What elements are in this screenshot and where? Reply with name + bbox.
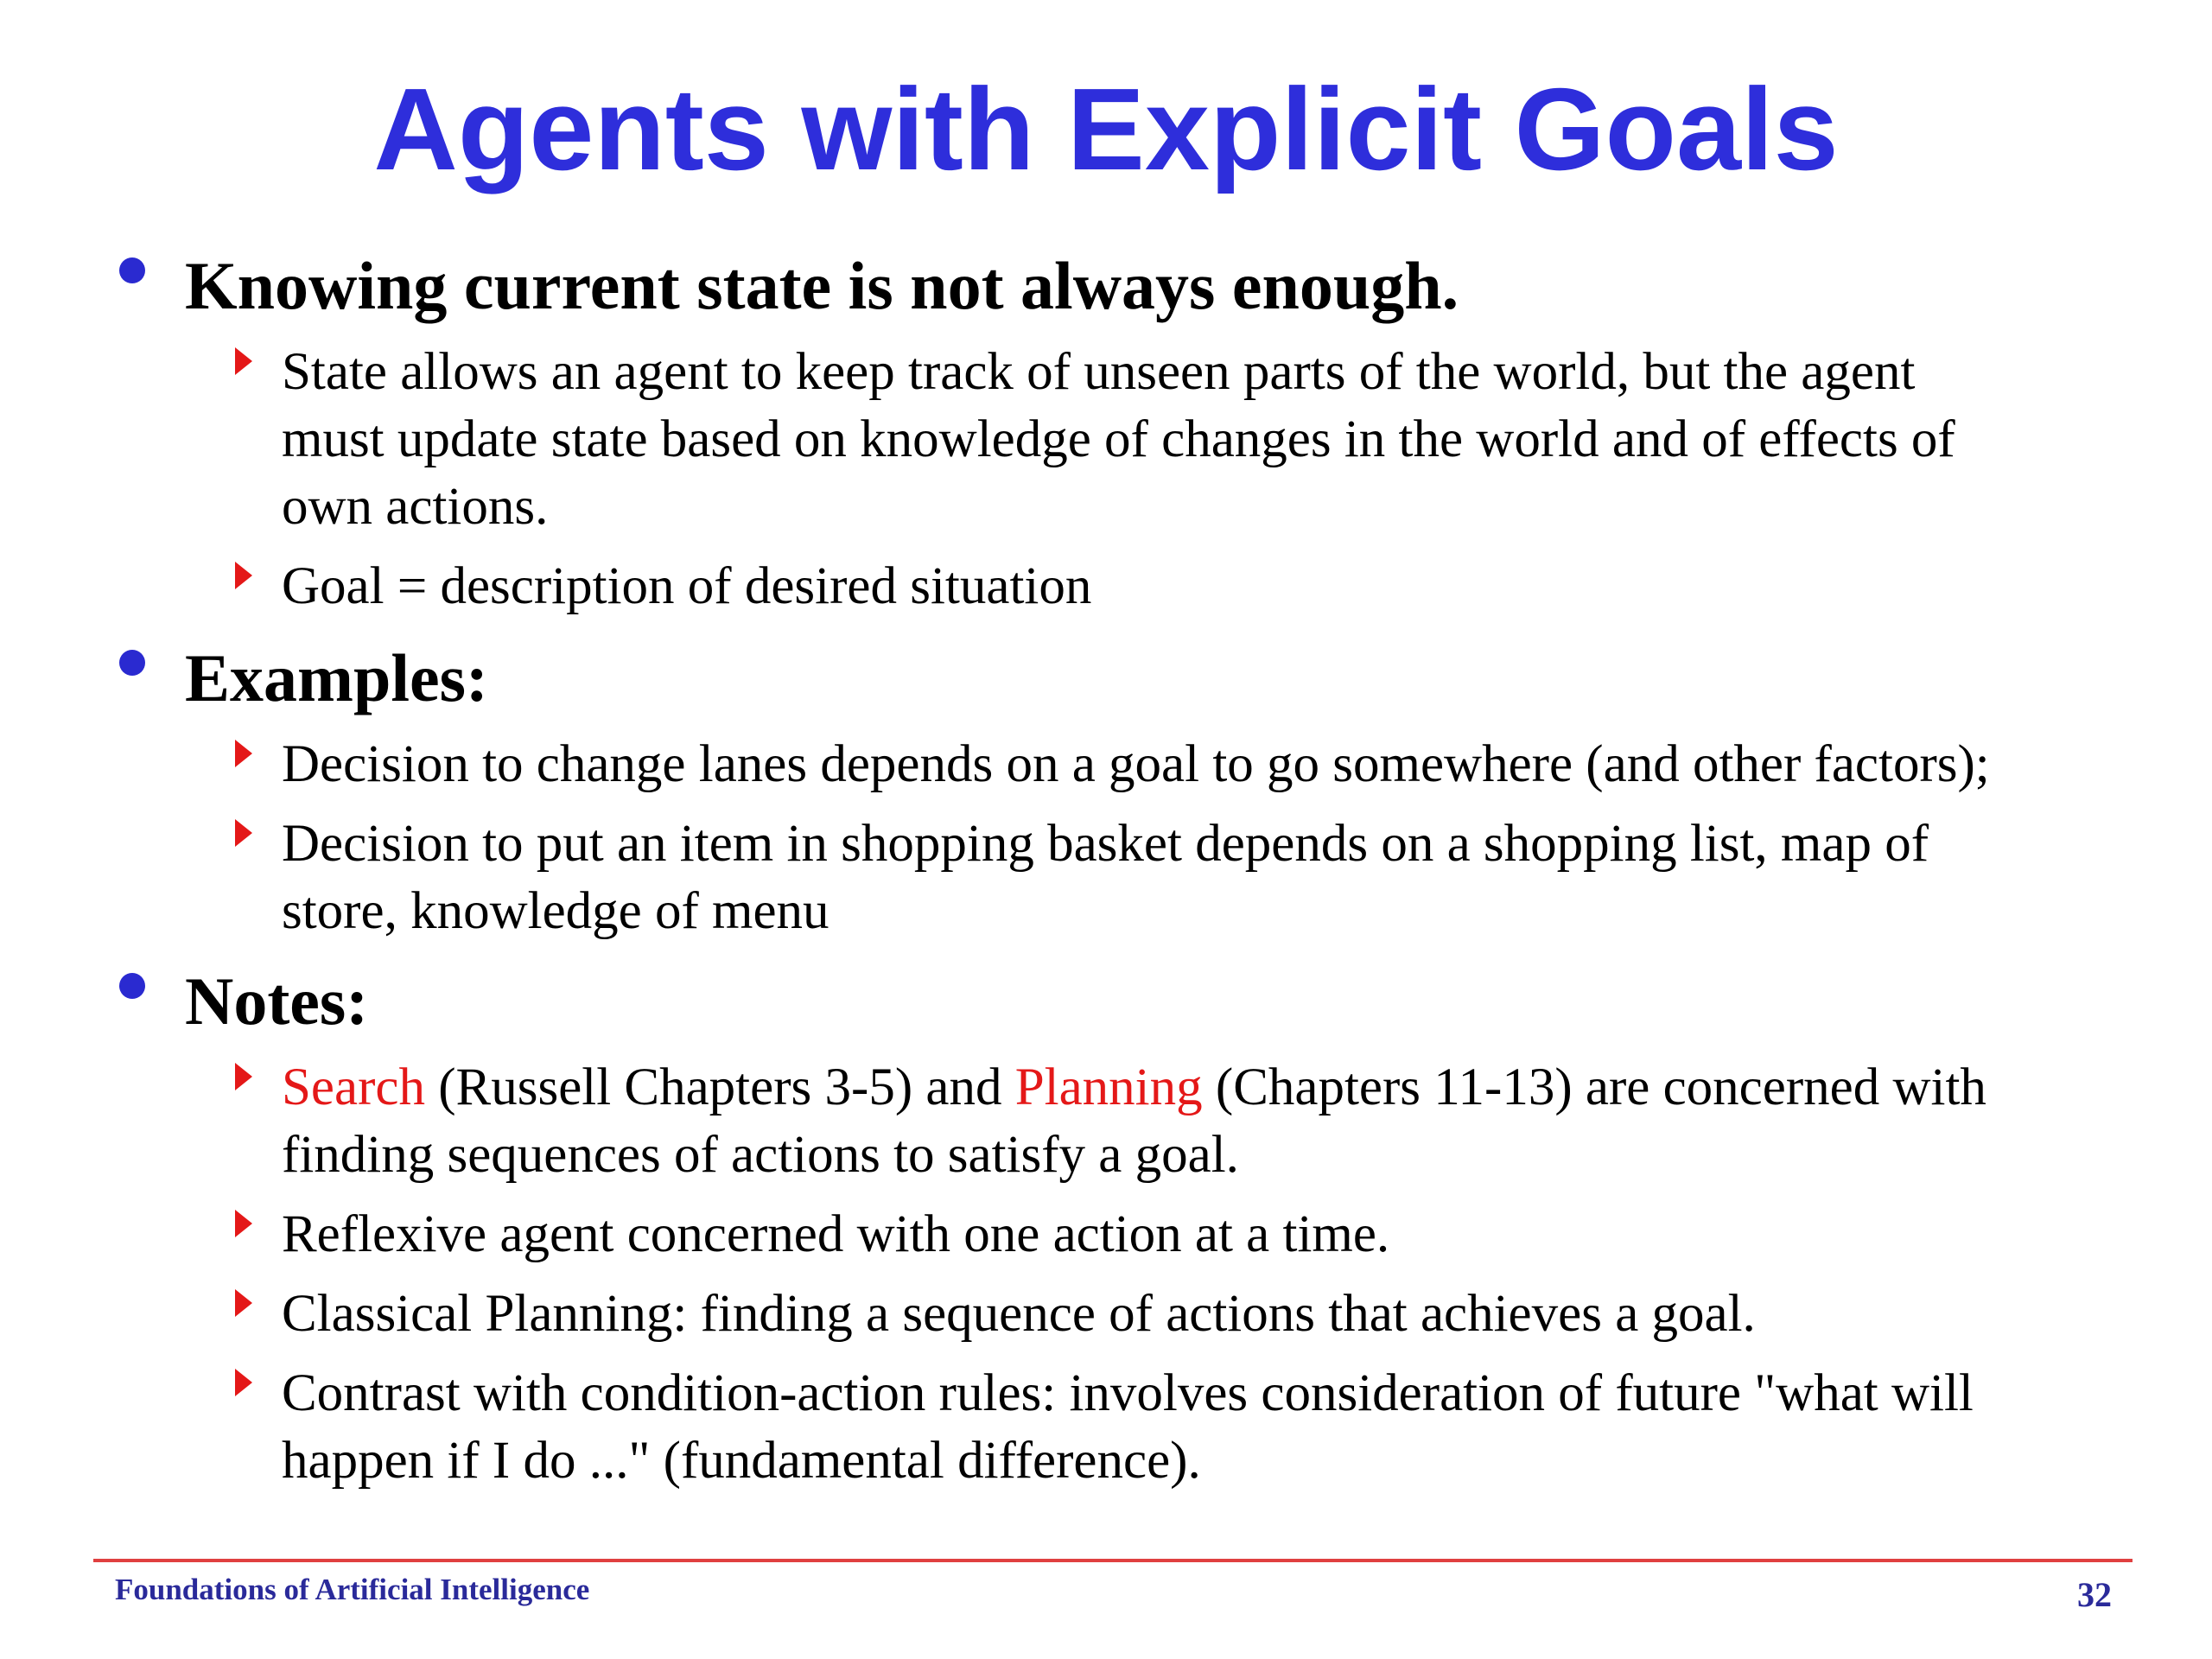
section-heading: Examples: [185, 640, 488, 715]
red-triangle-bullet-icon [235, 1210, 252, 1237]
section-heading: Knowing current state is not always enough. [185, 248, 1459, 323]
search-term: Search [282, 1058, 425, 1116]
text-line: store, knowledge of menu [282, 882, 830, 940]
text-line: Contrast with condition-action rules: involves consideration of future "what will [282, 1364, 1974, 1422]
sub-bullet-text [282, 731, 2165, 798]
sub-bullet-text [282, 1201, 2165, 1268]
blue-bullet-icon [119, 257, 145, 283]
text-line [282, 1054, 2165, 1122]
text-line: Decision to put an item in shopping basket depends on a shopping list, map of [282, 815, 1929, 873]
blue-bullet-icon [119, 973, 145, 999]
section-heading: Notes: [185, 963, 369, 1039]
text-line: happen if I do ..." (fundamental difference). [282, 1432, 1201, 1490]
text-segment: (Chapters 11-13) are concerned with [1202, 1058, 1986, 1116]
sub-bullet-text [282, 339, 2165, 541]
text-line: State allows an agent to keep track of unseen parts of the world, but the agent [282, 343, 1916, 401]
text-line: Reflexive agent concerned with one action at a time. [282, 1205, 1390, 1263]
footer-divider [93, 1559, 2133, 1562]
slide-title: Agents with Explicit Goals [373, 64, 1839, 194]
footer-page-number: 32 [2077, 1575, 2112, 1614]
red-triangle-bullet-icon [235, 347, 252, 375]
text-line: finding sequences of actions to satisfy a goal. [282, 1126, 1239, 1184]
red-triangle-bullet-icon [235, 1369, 252, 1396]
red-triangle-bullet-icon [235, 740, 252, 767]
footer-course-title: Foundations of Artificial Intelligence [115, 1573, 590, 1606]
planning-term: Planning [1014, 1058, 1203, 1116]
text-line: own actions. [282, 478, 549, 536]
red-triangle-bullet-icon [235, 562, 252, 589]
blue-bullet-icon [119, 650, 145, 676]
text-line: Classical Planning: finding a sequence of actions that achieves a goal. [282, 1285, 1756, 1343]
text-line: must update state based on knowledge of changes in the world and of effects of [282, 410, 1955, 468]
red-triangle-bullet-icon [235, 819, 252, 847]
text-line: Goal = description of desired situation [282, 557, 1092, 615]
sub-bullet-text [282, 553, 2165, 620]
sub-bullet-text [282, 1281, 2165, 1348]
sub-bullet-text [282, 1360, 2165, 1495]
sub-bullet-text [282, 1054, 2165, 1189]
sub-bullet-text [282, 810, 2165, 945]
red-triangle-bullet-icon [235, 1063, 252, 1090]
text-segment: (Russell Chapters 3-5) and [424, 1058, 1015, 1116]
text-line: Decision to change lanes depends on a goal to go somewhere (and other factors); [282, 735, 1990, 793]
red-triangle-bullet-icon [235, 1289, 252, 1317]
